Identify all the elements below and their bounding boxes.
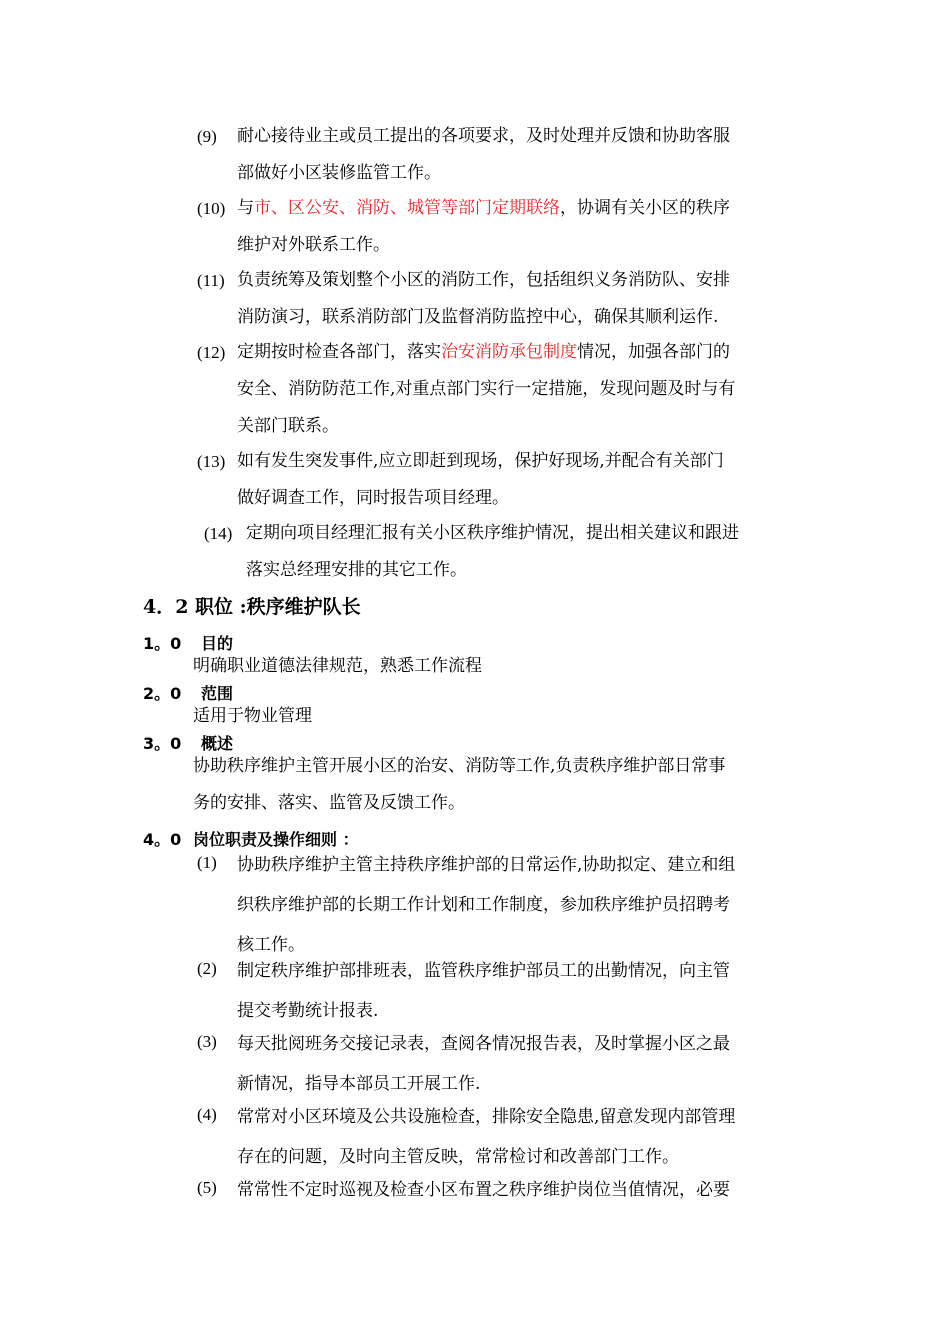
item-line: 定期向项目经理汇报有关小区秩序维护情况，提出相关建议和跟进 [246, 523, 739, 543]
heading-number: 2。0 [143, 684, 182, 703]
item-text: 情况，加强各部门的 [577, 342, 730, 362]
item-number: (12) [197, 343, 226, 362]
list-item [197, 262, 730, 336]
item-line: 落实总经理安排的其它工作。 [246, 560, 467, 580]
overview-line: 务的安排、落实、监管及反馈工作。 [193, 793, 465, 813]
item-number: (5) [197, 1178, 217, 1197]
item-number: (3) [197, 1032, 217, 1051]
heading-label: 概述 [201, 734, 234, 753]
list-item [197, 118, 730, 192]
item-line: 织秩序维护部的长期工作计划和工作制度，参加秩序维护员招聘考 [237, 895, 730, 915]
item-number: (1) [197, 853, 217, 872]
purpose-text: 明确职业道德法律规范，熟悉工作流程 [193, 656, 482, 676]
item-line: 安全、消防防范工作,对重点部门实行一定措施，发现问题及时与有 [237, 379, 736, 399]
item-number: (9) [197, 127, 217, 146]
item-number: (2) [197, 959, 217, 978]
overview-text [193, 748, 725, 822]
item-line: 负责统筹及策划整个小区的消防工作，包括组织义务消防队、安排 [237, 270, 730, 290]
item-line: 部做好小区装修监管工作。 [237, 163, 441, 183]
duty-item [197, 1097, 735, 1177]
item-text: 与 [237, 198, 254, 218]
heading-label: 岗位职责及操作细则 ： [193, 830, 359, 849]
heading-label: 目的 [201, 634, 234, 653]
item-line: 关部门联系。 [237, 416, 339, 436]
scope-text: 适用于物业管理 [193, 706, 312, 726]
duty-item [197, 1024, 730, 1104]
highlighted-text: 治安消防承包制度 [441, 342, 577, 362]
list-item [197, 190, 730, 264]
item-number: (4) [197, 1105, 217, 1124]
list-item [197, 334, 735, 445]
overview-line: 协助秩序维护主管开展小区的治安、消防等工作,负责秩序维护部日常事 [193, 756, 726, 776]
item-line: 耐心接待业主或员工提出的各项要求，及时处理并反馈和协助客服 [237, 126, 730, 146]
item-line: 新情况，指导本部员工开展工作. [237, 1074, 481, 1094]
item-line: 协助秩序维护主管主持秩序维护部的日常运作,协助拟定、建立和组 [237, 855, 736, 875]
item-number: (13) [197, 452, 226, 471]
heading-number: 1。0 [143, 634, 182, 653]
item-line: 做好调查工作，同时报告项目经理。 [237, 488, 509, 508]
list-item [204, 515, 739, 589]
item-line: 常常对小区环境及公共设施检查，排除安全隐患,留意发现内部管理 [237, 1107, 736, 1127]
duty-item [197, 1170, 730, 1210]
list-item [197, 443, 724, 517]
item-line: 常常性不定时巡视及检查小区布置之秩序维护岗位当值情况，必要 [237, 1180, 730, 1200]
section-title: 4．2 职位 :秩序维护队长 [143, 596, 361, 618]
duty-item [197, 845, 735, 965]
highlighted-text: 市、区公安、消防、城管等部门定期联络 [254, 198, 560, 218]
item-line: 每天批阅班务交接记录表，查阅各情况报告表，及时掌握小区之最 [237, 1034, 730, 1054]
item-number: (10) [197, 199, 226, 218]
item-line: 存在的问题，及时向主管反映，常常检讨和改善部门工作。 [237, 1147, 679, 1167]
duty-item [197, 951, 730, 1031]
item-text: ，协调有关小区的秩序 [560, 198, 730, 218]
heading-label: 范围 [201, 684, 234, 703]
heading-number: 4。0 [143, 830, 182, 849]
item-number: (14) [204, 524, 233, 543]
heading-number: 3。0 [143, 734, 182, 753]
item-line: 维护对外联系工作。 [237, 235, 390, 255]
item-text: 定期按时检查各部门，落实 [237, 342, 441, 362]
item-line: 如有发生突发事件,应立即赶到现场，保护好现场,并配合有关部门 [237, 451, 724, 471]
item-number: (11) [197, 271, 225, 290]
item-line: 消防演习，联系消防部门及监督消防监控中心，确保其顺利运作. [237, 307, 719, 327]
item-line: 制定秩序维护部排班表，监管秩序维护部员工的出勤情况，向主管 [237, 961, 730, 981]
item-line: 核工作。 [237, 935, 305, 955]
item-line: 提交考勤统计报表. [237, 1001, 379, 1021]
